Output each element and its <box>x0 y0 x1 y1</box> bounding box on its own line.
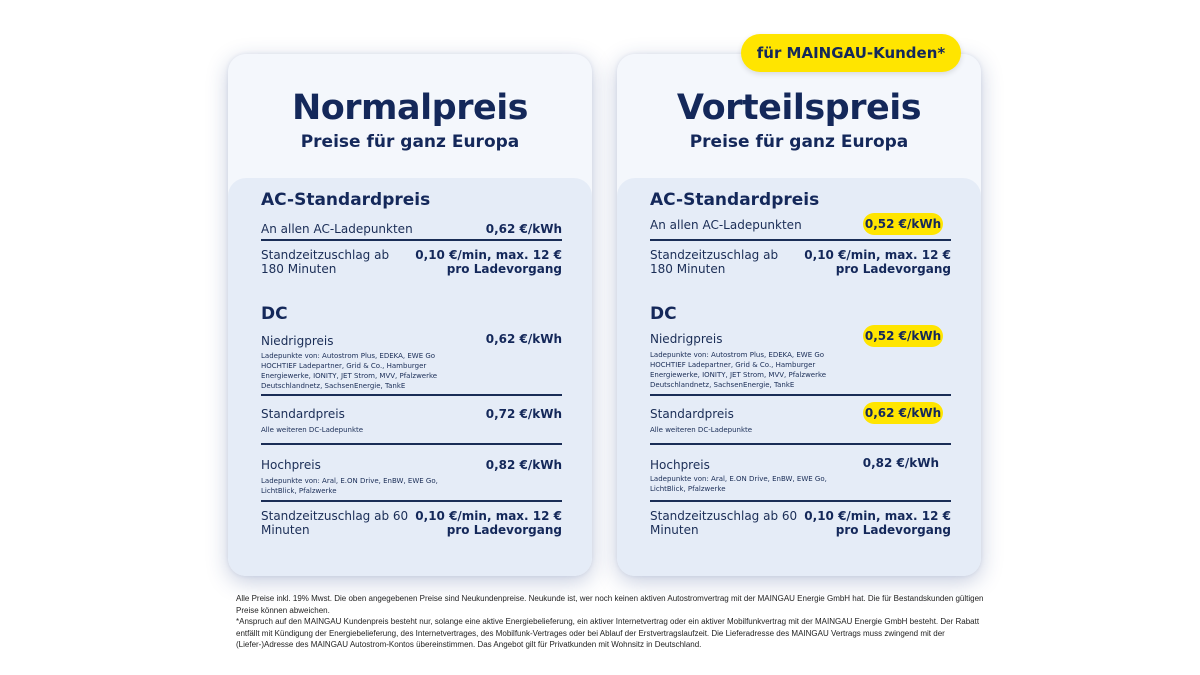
divider <box>650 239 951 241</box>
dc-row-label: Standardpreis <box>650 407 734 421</box>
ac-surcharge-label: Standzeitzuschlag ab 180 Minuten <box>650 248 779 276</box>
ac-section-title: AC-Standardpreis <box>650 190 820 210</box>
dc-surcharge-label: Standzeitzuschlag ab 60 Minuten <box>650 509 798 537</box>
card-subtitle: Preise für ganz Europa <box>300 132 520 152</box>
dc-row-price: 0,82 €/kWh <box>485 458 562 472</box>
footnote-prices: Alle Preise inkl. 19% Mwst. Die oben angegebenen Preise sind Neukundenpreise. Neukunde ist, wer noch keinen aktiven Autostromvertrag mit der MAINGAU Energie GmbH hat. Die für Bestandskunden gültigen Preise können abweichen. <box>236 594 984 615</box>
ac-surcharge-price: 0,10 €/min, max. 12 € pro Ladevorgang <box>415 248 562 276</box>
dc-surcharge-label: Standzeitzuschlag ab 60 Minuten <box>261 509 409 537</box>
dc-row-label: Hochpreis <box>261 458 321 472</box>
dc-row-price-highlight: 0,52 €/kWh <box>863 325 943 347</box>
dc-surcharge-price: 0,10 €/min, max. 12 € pro Ladevorgang <box>804 509 951 537</box>
dc-row-note: Alle weiteren DC-Ladepunkte <box>261 426 364 434</box>
dc-section-title: DC <box>650 304 677 324</box>
advantage-price-card <box>617 44 981 576</box>
dc-row-price: 0,62 €/kWh <box>485 332 562 346</box>
dc-row-price-highlight: 0,62 €/kWh <box>863 402 943 424</box>
ac-row-label: An allen AC-Ladepunkten <box>650 218 802 232</box>
dc-row-label: Hochpreis <box>650 458 710 472</box>
dc-row-price: 0,72 €/kWh <box>485 407 562 421</box>
dc-row-label: Niedrigpreis <box>650 332 723 346</box>
footnote-customer-discount: *Anspruch auf den MAINGAU Kundenpreis besteht nur, solange eine aktive Energiebelieferung, ein aktiver Internetvertrag oder ein aktiver Mobilfunkvertrag mit der MAINGAU Energie GmbH besteht. Der Rabatt entfällt mit Kündigung der Energiebelieferung, des Internetvertrages, des Mobilfunk-Vertrages oder bei Ablauf der Erstvertragslaufzeit. Die Lieferadresse des MAINGAU Vertrags muss zwingend mit der (Liefer-)Adresse des MAINGAU Autostrom-Kontos übereinstimmen. Das Angebot gilt für Privatkunden mit Wohnsitz in Deutschland. <box>236 617 980 649</box>
normal-price-card <box>228 54 592 576</box>
price-panel <box>617 178 981 576</box>
divider <box>261 239 562 241</box>
dc-row-label: Niedrigpreis <box>261 334 334 348</box>
divider <box>650 500 951 502</box>
dc-row-note: Ladepunkte von: Autostrom Plus, EDEKA, EWE Go HOCHTIEF Ladepartner, Grid & Co., Hamburger Energiewerke, IONITY, JET Strom, MVV, Pfalzwerke Deutschlandnetz, SachsenEnergie, TankE <box>650 351 827 389</box>
dc-row-note: Ladepunkte von: Aral, E.ON Drive, EnBW, EWE Go, LichtBlick, Pfalzwerke <box>650 475 827 493</box>
divider <box>261 443 562 445</box>
dc-row-note: Ladepunkte von: Aral, E.ON Drive, EnBW, EWE Go, LichtBlick, Pfalzwerke <box>261 477 438 495</box>
ac-row-label: An allen AC-Ladepunkten <box>261 222 413 236</box>
card-title: Vorteilspreis <box>676 88 922 128</box>
dc-row-note: Ladepunkte von: Autostrom Plus, EDEKA, EWE Go HOCHTIEF Ladepartner, Grid & Co., Hamburger Energiewerke, IONITY, JET Strom, MVV, Pfalzwerke Deutschlandnetz, SachsenEnergie, TankE <box>261 352 438 390</box>
dc-row-price: 0,82 €/kWh <box>862 456 939 470</box>
dc-surcharge-price: 0,10 €/min, max. 12 € pro Ladevorgang <box>415 509 562 537</box>
dc-section-title: DC <box>261 304 288 324</box>
dc-row-label: Standardpreis <box>261 407 345 421</box>
divider <box>261 394 562 396</box>
card-title: Normalpreis <box>291 88 529 128</box>
price-panel <box>228 178 592 576</box>
divider <box>650 394 951 396</box>
ac-surcharge-price: 0,10 €/min, max. 12 € pro Ladevorgang <box>804 248 951 276</box>
ac-row-price-highlight: 0,52 €/kWh <box>863 213 943 235</box>
divider <box>261 500 562 502</box>
ac-row-price: 0,62 €/kWh <box>485 222 562 236</box>
customer-badge: für MAINGAU-Kunden* <box>741 34 961 72</box>
divider <box>650 443 951 445</box>
card-header <box>228 54 592 178</box>
card-subtitle: Preise für ganz Europa <box>689 132 909 152</box>
card-header <box>617 54 981 178</box>
ac-section-title: AC-Standardpreis <box>261 190 431 210</box>
ac-surcharge-label: Standzeitzuschlag ab 180 Minuten <box>261 248 390 276</box>
dc-row-note: Alle weiteren DC-Ladepunkte <box>650 426 753 434</box>
